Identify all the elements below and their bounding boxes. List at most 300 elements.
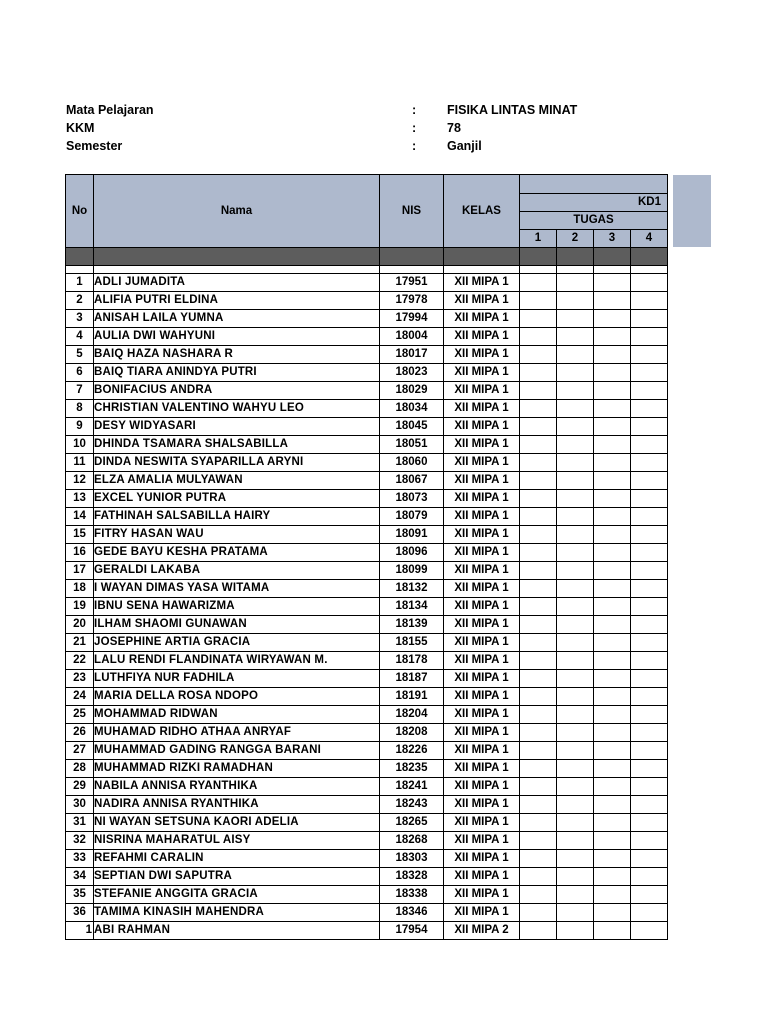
row-nama: GEDE BAYU KESHA PRATAMA — [94, 544, 380, 562]
row-task-2-cell[interactable] — [557, 292, 594, 310]
semester-value: Ganjil — [447, 139, 482, 153]
row-task-3-cell[interactable] — [594, 328, 631, 346]
row-task-1-cell[interactable] — [520, 400, 557, 418]
row-kelas: XII MIPA 1 — [444, 832, 520, 850]
table-row — [66, 706, 668, 724]
kkm-colon: : — [412, 121, 417, 135]
row-nama: MUHAMMAD RIZKI RAMADHAN — [94, 760, 380, 778]
row-task-1-cell[interactable] — [520, 544, 557, 562]
row-nama: CHRISTIAN VALENTINO WAHYU LEO — [94, 400, 380, 418]
row-no: 14 — [66, 508, 94, 526]
row-task-3-cell[interactable] — [594, 274, 631, 292]
semester-colon: : — [412, 139, 417, 153]
row-task-1-cell[interactable] — [520, 868, 557, 886]
row-task-4-cell[interactable] — [631, 850, 668, 868]
row-nis: 18079 — [380, 508, 444, 526]
row-no: 23 — [66, 670, 94, 688]
row-task-3-cell[interactable] — [594, 310, 631, 328]
table-row — [66, 328, 668, 346]
row-task-4-cell[interactable] — [631, 274, 668, 292]
row-no: 9 — [66, 418, 94, 436]
row-task-1-cell[interactable] — [520, 526, 557, 544]
row-nis: 18096 — [380, 544, 444, 562]
row-task-2-cell[interactable] — [557, 670, 594, 688]
row-nis: 18017 — [380, 346, 444, 364]
row-task-3-cell[interactable] — [594, 742, 631, 760]
row-task-2-cell[interactable] — [557, 598, 594, 616]
row-nis: 18303 — [380, 850, 444, 868]
row-task-2-cell[interactable] — [557, 310, 594, 328]
row-task-2-cell[interactable] — [557, 850, 594, 868]
row-task-1-cell[interactable] — [520, 346, 557, 364]
row-kelas: XII MIPA 1 — [444, 418, 520, 436]
row-kelas: XII MIPA 1 — [444, 310, 520, 328]
row-task-2-cell[interactable] — [557, 814, 594, 832]
row-task-1-cell[interactable] — [520, 832, 557, 850]
row-task-1-cell[interactable] — [520, 310, 557, 328]
row-no: 3 — [66, 310, 94, 328]
table-row — [66, 652, 668, 670]
row-task-1-cell[interactable] — [520, 616, 557, 634]
row-kelas: XII MIPA 1 — [444, 724, 520, 742]
row-task-1-cell[interactable] — [520, 670, 557, 688]
row-nis: 18045 — [380, 418, 444, 436]
row-task-2-cell[interactable] — [557, 832, 594, 850]
row-no: 24 — [66, 688, 94, 706]
table-header — [66, 175, 668, 248]
row-no: 5 — [66, 346, 94, 364]
header-task-3: 3 — [594, 230, 631, 248]
row-task-4-cell[interactable] — [631, 922, 668, 940]
row-no: 1 — [66, 274, 94, 292]
row-task-1-cell[interactable] — [520, 886, 557, 904]
row-task-4-cell[interactable] — [631, 886, 668, 904]
row-nis: 18204 — [380, 706, 444, 724]
row-task-4-cell[interactable] — [631, 598, 668, 616]
row-task-1-cell[interactable] — [520, 274, 557, 292]
row-task-4-cell[interactable] — [631, 472, 668, 490]
row-kelas: XII MIPA 1 — [444, 346, 520, 364]
table-row — [66, 418, 668, 436]
row-task-4-cell[interactable] — [631, 796, 668, 814]
row-no: 35 — [66, 886, 94, 904]
row-no: 36 — [66, 904, 94, 922]
table-row — [66, 382, 668, 400]
row-nama: NI WAYAN SETSUNA KAORI ADELIA — [94, 814, 380, 832]
row-no: 8 — [66, 400, 94, 418]
table-row — [66, 814, 668, 832]
row-task-3-cell[interactable] — [594, 868, 631, 886]
row-task-3-cell[interactable] — [594, 850, 631, 868]
row-task-3-cell[interactable] — [594, 382, 631, 400]
row-task-1-cell[interactable] — [520, 778, 557, 796]
row-kelas: XII MIPA 1 — [444, 382, 520, 400]
document-meta — [66, 101, 686, 161]
row-task-2-cell[interactable] — [557, 688, 594, 706]
row-task-3-cell[interactable] — [594, 364, 631, 382]
row-task-1-cell[interactable] — [520, 742, 557, 760]
row-task-3-cell[interactable] — [594, 904, 631, 922]
row-task-2-cell[interactable] — [557, 904, 594, 922]
row-task-2-cell[interactable] — [557, 616, 594, 634]
table-row — [66, 742, 668, 760]
row-task-3-cell[interactable] — [594, 418, 631, 436]
row-task-4-cell[interactable] — [631, 652, 668, 670]
header-kelas: KELAS — [444, 175, 520, 248]
table-row — [66, 868, 668, 886]
row-task-2-cell[interactable] — [557, 868, 594, 886]
row-no: 34 — [66, 868, 94, 886]
row-task-3-cell[interactable] — [594, 886, 631, 904]
row-task-2-cell[interactable] — [557, 508, 594, 526]
row-kelas: XII MIPA 1 — [444, 364, 520, 382]
spacer-row — [66, 266, 668, 274]
row-kelas: XII MIPA 1 — [444, 904, 520, 922]
row-no: 31 — [66, 814, 94, 832]
header-no: No — [66, 175, 94, 248]
table-row — [66, 616, 668, 634]
row-task-3-cell[interactable] — [594, 760, 631, 778]
row-nis: 18067 — [380, 472, 444, 490]
row-nama: NADIRA ANNISA RYANTHIKA — [94, 796, 380, 814]
row-nama: STEFANIE ANGGITA GRACIA — [94, 886, 380, 904]
row-nis: 18328 — [380, 868, 444, 886]
row-kelas: XII MIPA 1 — [444, 742, 520, 760]
row-nama: MUHAMMAD GADING RANGGA BARANI — [94, 742, 380, 760]
row-task-4-cell[interactable] — [631, 418, 668, 436]
header-task-4: 4 — [631, 230, 668, 248]
row-task-3-cell[interactable] — [594, 292, 631, 310]
row-task-3-cell[interactable] — [594, 472, 631, 490]
row-no: 4 — [66, 328, 94, 346]
row-task-2-cell[interactable] — [557, 274, 594, 292]
table-row — [66, 850, 668, 868]
row-kelas: XII MIPA 1 — [444, 526, 520, 544]
row-task-2-cell[interactable] — [557, 490, 594, 508]
table-row — [66, 832, 668, 850]
row-kelas: XII MIPA 1 — [444, 274, 520, 292]
kkm-value: 78 — [447, 121, 461, 135]
row-nama: AULIA DWI WAHYUNI — [94, 328, 380, 346]
row-task-2-cell[interactable] — [557, 652, 594, 670]
table-row — [66, 796, 668, 814]
row-task-4-cell[interactable] — [631, 544, 668, 562]
row-task-1-cell[interactable] — [520, 904, 557, 922]
row-nis: 18268 — [380, 832, 444, 850]
row-kelas: XII MIPA 1 — [444, 868, 520, 886]
row-no: 20 — [66, 616, 94, 634]
row-nis: 17994 — [380, 310, 444, 328]
row-task-1-cell[interactable] — [520, 454, 557, 472]
row-task-1-cell[interactable] — [520, 850, 557, 868]
row-task-3-cell[interactable] — [594, 706, 631, 724]
row-task-4-cell[interactable] — [631, 346, 668, 364]
header-tugas: TUGAS — [520, 212, 668, 230]
row-task-4-cell[interactable] — [631, 310, 668, 328]
row-nama: DINDA NESWITA SYAPARILLA ARYNI — [94, 454, 380, 472]
row-kelas: XII MIPA 1 — [444, 544, 520, 562]
row-task-3-cell[interactable] — [594, 544, 631, 562]
row-kelas: XII MIPA 1 — [444, 598, 520, 616]
row-task-2-cell[interactable] — [557, 796, 594, 814]
row-task-3-cell[interactable] — [594, 634, 631, 652]
row-kelas: XII MIPA 1 — [444, 706, 520, 724]
row-task-3-cell[interactable] — [594, 508, 631, 526]
table-row — [66, 904, 668, 922]
row-task-4-cell[interactable] — [631, 328, 668, 346]
row-task-1-cell[interactable] — [520, 292, 557, 310]
row-task-1-cell[interactable] — [520, 760, 557, 778]
row-kelas: XII MIPA 1 — [444, 328, 520, 346]
row-kelas: XII MIPA 1 — [444, 670, 520, 688]
row-kelas: XII MIPA 1 — [444, 814, 520, 832]
row-task-1-cell[interactable] — [520, 472, 557, 490]
semester-label: Semester — [66, 139, 123, 153]
row-nama: IBNU SENA HAWARIZMA — [94, 598, 380, 616]
row-no: 21 — [66, 634, 94, 652]
row-task-1-cell[interactable] — [520, 688, 557, 706]
row-task-3-cell[interactable] — [594, 454, 631, 472]
row-task-1-cell[interactable] — [520, 418, 557, 436]
row-task-4-cell[interactable] — [631, 670, 668, 688]
row-task-4-cell[interactable] — [631, 454, 668, 472]
row-task-1-cell[interactable] — [520, 634, 557, 652]
row-task-1-cell[interactable] — [520, 814, 557, 832]
table-row — [66, 310, 668, 328]
row-task-3-cell[interactable] — [594, 688, 631, 706]
row-task-2-cell[interactable] — [557, 400, 594, 418]
row-nama: MUHAMAD RIDHO ATHAA ANRYAF — [94, 724, 380, 742]
table-row — [66, 400, 668, 418]
row-task-3-cell[interactable] — [594, 832, 631, 850]
row-no: 33 — [66, 850, 94, 868]
row-kelas: XII MIPA 1 — [444, 400, 520, 418]
row-task-2-cell[interactable] — [557, 346, 594, 364]
row-task-3-cell[interactable] — [594, 598, 631, 616]
row-task-3-cell[interactable] — [594, 436, 631, 454]
row-task-4-cell[interactable] — [631, 868, 668, 886]
table-row — [66, 760, 668, 778]
row-nis: 18034 — [380, 400, 444, 418]
row-task-2-cell[interactable] — [557, 454, 594, 472]
row-task-2-cell[interactable] — [557, 760, 594, 778]
row-task-2-cell[interactable] — [557, 472, 594, 490]
row-nama: LALU RENDI FLANDINATA WIRYAWAN M. — [94, 652, 380, 670]
row-kelas: XII MIPA 2 — [444, 922, 520, 940]
row-task-2-cell[interactable] — [557, 436, 594, 454]
table-row — [66, 670, 668, 688]
table-row — [66, 346, 668, 364]
row-task-3-cell[interactable] — [594, 796, 631, 814]
table-row — [66, 274, 668, 292]
subject-label: Mata Pelajaran — [66, 103, 154, 117]
row-task-4-cell[interactable] — [631, 400, 668, 418]
row-task-2-cell[interactable] — [557, 562, 594, 580]
row-task-3-cell[interactable] — [594, 526, 631, 544]
row-nama: ALIFIA PUTRI ELDINA — [94, 292, 380, 310]
row-task-4-cell[interactable] — [631, 742, 668, 760]
row-nis: 18134 — [380, 598, 444, 616]
row-nama: NABILA ANNISA RYANTHIKA — [94, 778, 380, 796]
row-nama: GERALDI LAKABA — [94, 562, 380, 580]
row-kelas: XII MIPA 1 — [444, 778, 520, 796]
row-task-2-cell[interactable] — [557, 706, 594, 724]
row-no: 32 — [66, 832, 94, 850]
row-no: 17 — [66, 562, 94, 580]
row-nis: 18265 — [380, 814, 444, 832]
row-task-3-cell[interactable] — [594, 616, 631, 634]
row-task-1-cell[interactable] — [520, 364, 557, 382]
row-task-1-cell[interactable] — [520, 724, 557, 742]
subject-colon: : — [412, 103, 417, 117]
row-task-3-cell[interactable] — [594, 562, 631, 580]
header-nis: NIS — [380, 175, 444, 248]
header-kd1: KD1 — [520, 194, 668, 212]
row-task-2-cell[interactable] — [557, 778, 594, 796]
row-task-4-cell[interactable] — [631, 688, 668, 706]
row-task-2-cell[interactable] — [557, 742, 594, 760]
row-no: 16 — [66, 544, 94, 562]
row-task-1-cell[interactable] — [520, 796, 557, 814]
row-task-3-cell[interactable] — [594, 814, 631, 832]
row-nama: EXCEL YUNIOR PUTRA — [94, 490, 380, 508]
row-task-2-cell[interactable] — [557, 544, 594, 562]
row-task-4-cell[interactable] — [631, 706, 668, 724]
row-task-4-cell[interactable] — [631, 382, 668, 400]
row-nis: 18346 — [380, 904, 444, 922]
row-nama: TAMIMA KINASIH MAHENDRA — [94, 904, 380, 922]
row-kelas: XII MIPA 1 — [444, 562, 520, 580]
header-fill-extension — [673, 175, 711, 247]
row-nis: 18029 — [380, 382, 444, 400]
row-task-1-cell[interactable] — [520, 328, 557, 346]
row-task-4-cell[interactable] — [631, 616, 668, 634]
row-task-3-cell[interactable] — [594, 922, 631, 940]
row-task-3-cell[interactable] — [594, 670, 631, 688]
row-task-1-cell[interactable] — [520, 922, 557, 940]
row-task-4-cell[interactable] — [631, 724, 668, 742]
table-row — [66, 634, 668, 652]
row-task-3-cell[interactable] — [594, 652, 631, 670]
row-task-4-cell[interactable] — [631, 832, 668, 850]
row-kelas: XII MIPA 1 — [444, 490, 520, 508]
row-nama: ADLI JUMADITA — [94, 274, 380, 292]
grade-table — [65, 174, 668, 940]
row-task-4-cell[interactable] — [631, 526, 668, 544]
row-task-1-cell[interactable] — [520, 508, 557, 526]
row-no: 28 — [66, 760, 94, 778]
row-task-3-cell[interactable] — [594, 490, 631, 508]
row-task-4-cell[interactable] — [631, 814, 668, 832]
row-nama: BAIQ HAZA NASHARA R — [94, 346, 380, 364]
row-no: 27 — [66, 742, 94, 760]
row-task-1-cell[interactable] — [520, 436, 557, 454]
header-nama: Nama — [94, 175, 380, 248]
row-nis: 18243 — [380, 796, 444, 814]
row-no: 15 — [66, 526, 94, 544]
table-row — [66, 886, 668, 904]
row-task-2-cell[interactable] — [557, 526, 594, 544]
row-nama: DHINDA TSAMARA SHALSABILLA — [94, 436, 380, 454]
row-task-4-cell[interactable] — [631, 364, 668, 382]
row-kelas: XII MIPA 1 — [444, 508, 520, 526]
row-task-2-cell[interactable] — [557, 580, 594, 598]
header-blank-top — [520, 175, 668, 194]
row-no: 12 — [66, 472, 94, 490]
row-nis: 18023 — [380, 364, 444, 382]
row-task-1-cell[interactable] — [520, 652, 557, 670]
row-kelas: XII MIPA 1 — [444, 580, 520, 598]
row-nis: 18155 — [380, 634, 444, 652]
row-kelas: XII MIPA 1 — [444, 616, 520, 634]
row-task-4-cell[interactable] — [631, 760, 668, 778]
row-kelas: XII MIPA 1 — [444, 472, 520, 490]
table-row — [66, 292, 668, 310]
row-nis: 17951 — [380, 274, 444, 292]
row-task-3-cell[interactable] — [594, 580, 631, 598]
table-body — [66, 248, 668, 940]
table-row — [66, 364, 668, 382]
header-task-2: 2 — [557, 230, 594, 248]
row-nis: 18004 — [380, 328, 444, 346]
row-task-4-cell[interactable] — [631, 778, 668, 796]
row-nis: 18073 — [380, 490, 444, 508]
row-kelas: XII MIPA 1 — [444, 634, 520, 652]
row-task-2-cell[interactable] — [557, 922, 594, 940]
row-task-3-cell[interactable] — [594, 400, 631, 418]
row-task-1-cell[interactable] — [520, 706, 557, 724]
row-task-2-cell[interactable] — [557, 886, 594, 904]
table-row — [66, 922, 668, 940]
row-no: 29 — [66, 778, 94, 796]
row-task-2-cell[interactable] — [557, 724, 594, 742]
row-nama: ANISAH LAILA YUMNA — [94, 310, 380, 328]
row-task-2-cell[interactable] — [557, 418, 594, 436]
row-nis: 18060 — [380, 454, 444, 472]
row-task-1-cell[interactable] — [520, 580, 557, 598]
row-task-1-cell[interactable] — [520, 598, 557, 616]
row-task-1-cell[interactable] — [520, 382, 557, 400]
table-row — [66, 598, 668, 616]
row-task-4-cell[interactable] — [631, 562, 668, 580]
row-task-1-cell[interactable] — [520, 490, 557, 508]
row-task-4-cell[interactable] — [631, 292, 668, 310]
row-task-2-cell[interactable] — [557, 328, 594, 346]
row-kelas: XII MIPA 1 — [444, 796, 520, 814]
header-task-1: 1 — [520, 230, 557, 248]
row-task-1-cell[interactable] — [520, 562, 557, 580]
row-task-4-cell[interactable] — [631, 634, 668, 652]
row-kelas: XII MIPA 1 — [444, 688, 520, 706]
row-task-2-cell[interactable] — [557, 364, 594, 382]
row-task-3-cell[interactable] — [594, 724, 631, 742]
row-nama: LUTHFIYA NUR FADHILA — [94, 670, 380, 688]
row-nis: 17978 — [380, 292, 444, 310]
table-row — [66, 454, 668, 472]
row-nis: 18051 — [380, 436, 444, 454]
row-task-4-cell[interactable] — [631, 508, 668, 526]
row-task-2-cell[interactable] — [557, 382, 594, 400]
row-task-4-cell[interactable] — [631, 580, 668, 598]
row-nis: 18241 — [380, 778, 444, 796]
row-task-3-cell[interactable] — [594, 346, 631, 364]
row-task-4-cell[interactable] — [631, 436, 668, 454]
row-task-4-cell[interactable] — [631, 490, 668, 508]
row-task-2-cell[interactable] — [557, 634, 594, 652]
row-task-3-cell[interactable] — [594, 778, 631, 796]
row-task-4-cell[interactable] — [631, 904, 668, 922]
row-nis: 18235 — [380, 760, 444, 778]
